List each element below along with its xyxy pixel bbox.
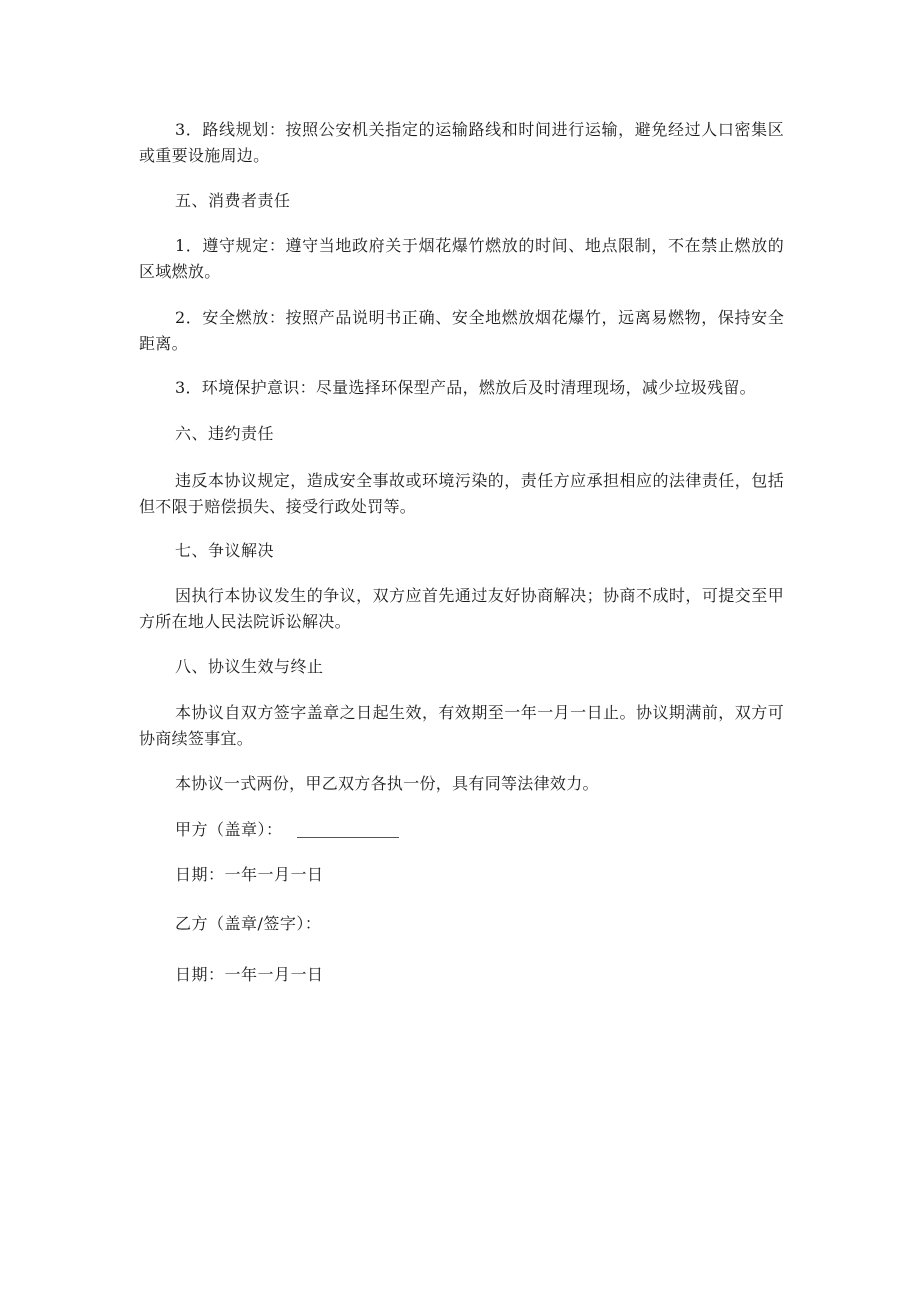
breach-liability-clause: 违反本协议规定，造成安全事故或环境污染的，责任方应承担相应的法律责任，包括但不限于赔偿损失、接受行政处罚等。 [139,471,784,516]
copies-clause: 本协议一式两份，甲乙双方各执一份，具有同等法律效力。 [175,774,599,793]
environment-clause: 3．环境保护意识：尽量选择环保型产品，燃放后及时清理现场，减少垃圾残留。 [175,378,756,397]
dispute-resolution-clause: 因执行本协议发生的争议，双方应首先通过友好协商解决；协商不成时，可提交至甲方所在地人民法院诉讼解决。 [139,586,784,631]
section-7-heading: 七、争议解决 [175,541,275,560]
compliance-clause: 1．遵守规定：遵守当地政府关于烟花爆竹燃放的时间、地点限制，不在禁止燃放的区域燃放。 [139,236,784,281]
section-6-heading: 六、违约责任 [175,424,275,443]
party-a-signature-line [175,817,399,843]
effectiveness-clause: 本协议自双方签字盖章之日起生效，有效期至一年一月一日止。协议期满前，双方可协商续签事宜。 [139,703,784,748]
party-b-date: 日期：一年一月一日 [175,965,324,984]
party-a-date: 日期：一年一月一日 [175,865,324,884]
section-8-heading: 八、协议生效与终止 [175,657,324,676]
section-5-heading: 五、消费者责任 [175,191,291,210]
party-b-label: 乙方（盖章/签字）： [175,914,322,933]
party-a-signature-blank [297,823,399,838]
route-planning-clause: 3．路线规划：按照公安机关指定的运输路线和时间进行运输，避免经过人口密集区或重要设施周边。 [139,120,784,165]
safe-ignition-clause: 2．安全燃放：按照产品说明书正确、安全地燃放烟花爆竹，远离易燃物，保持安全距离。 [139,308,784,353]
party-a-label: 甲方（盖章）： [175,820,283,839]
